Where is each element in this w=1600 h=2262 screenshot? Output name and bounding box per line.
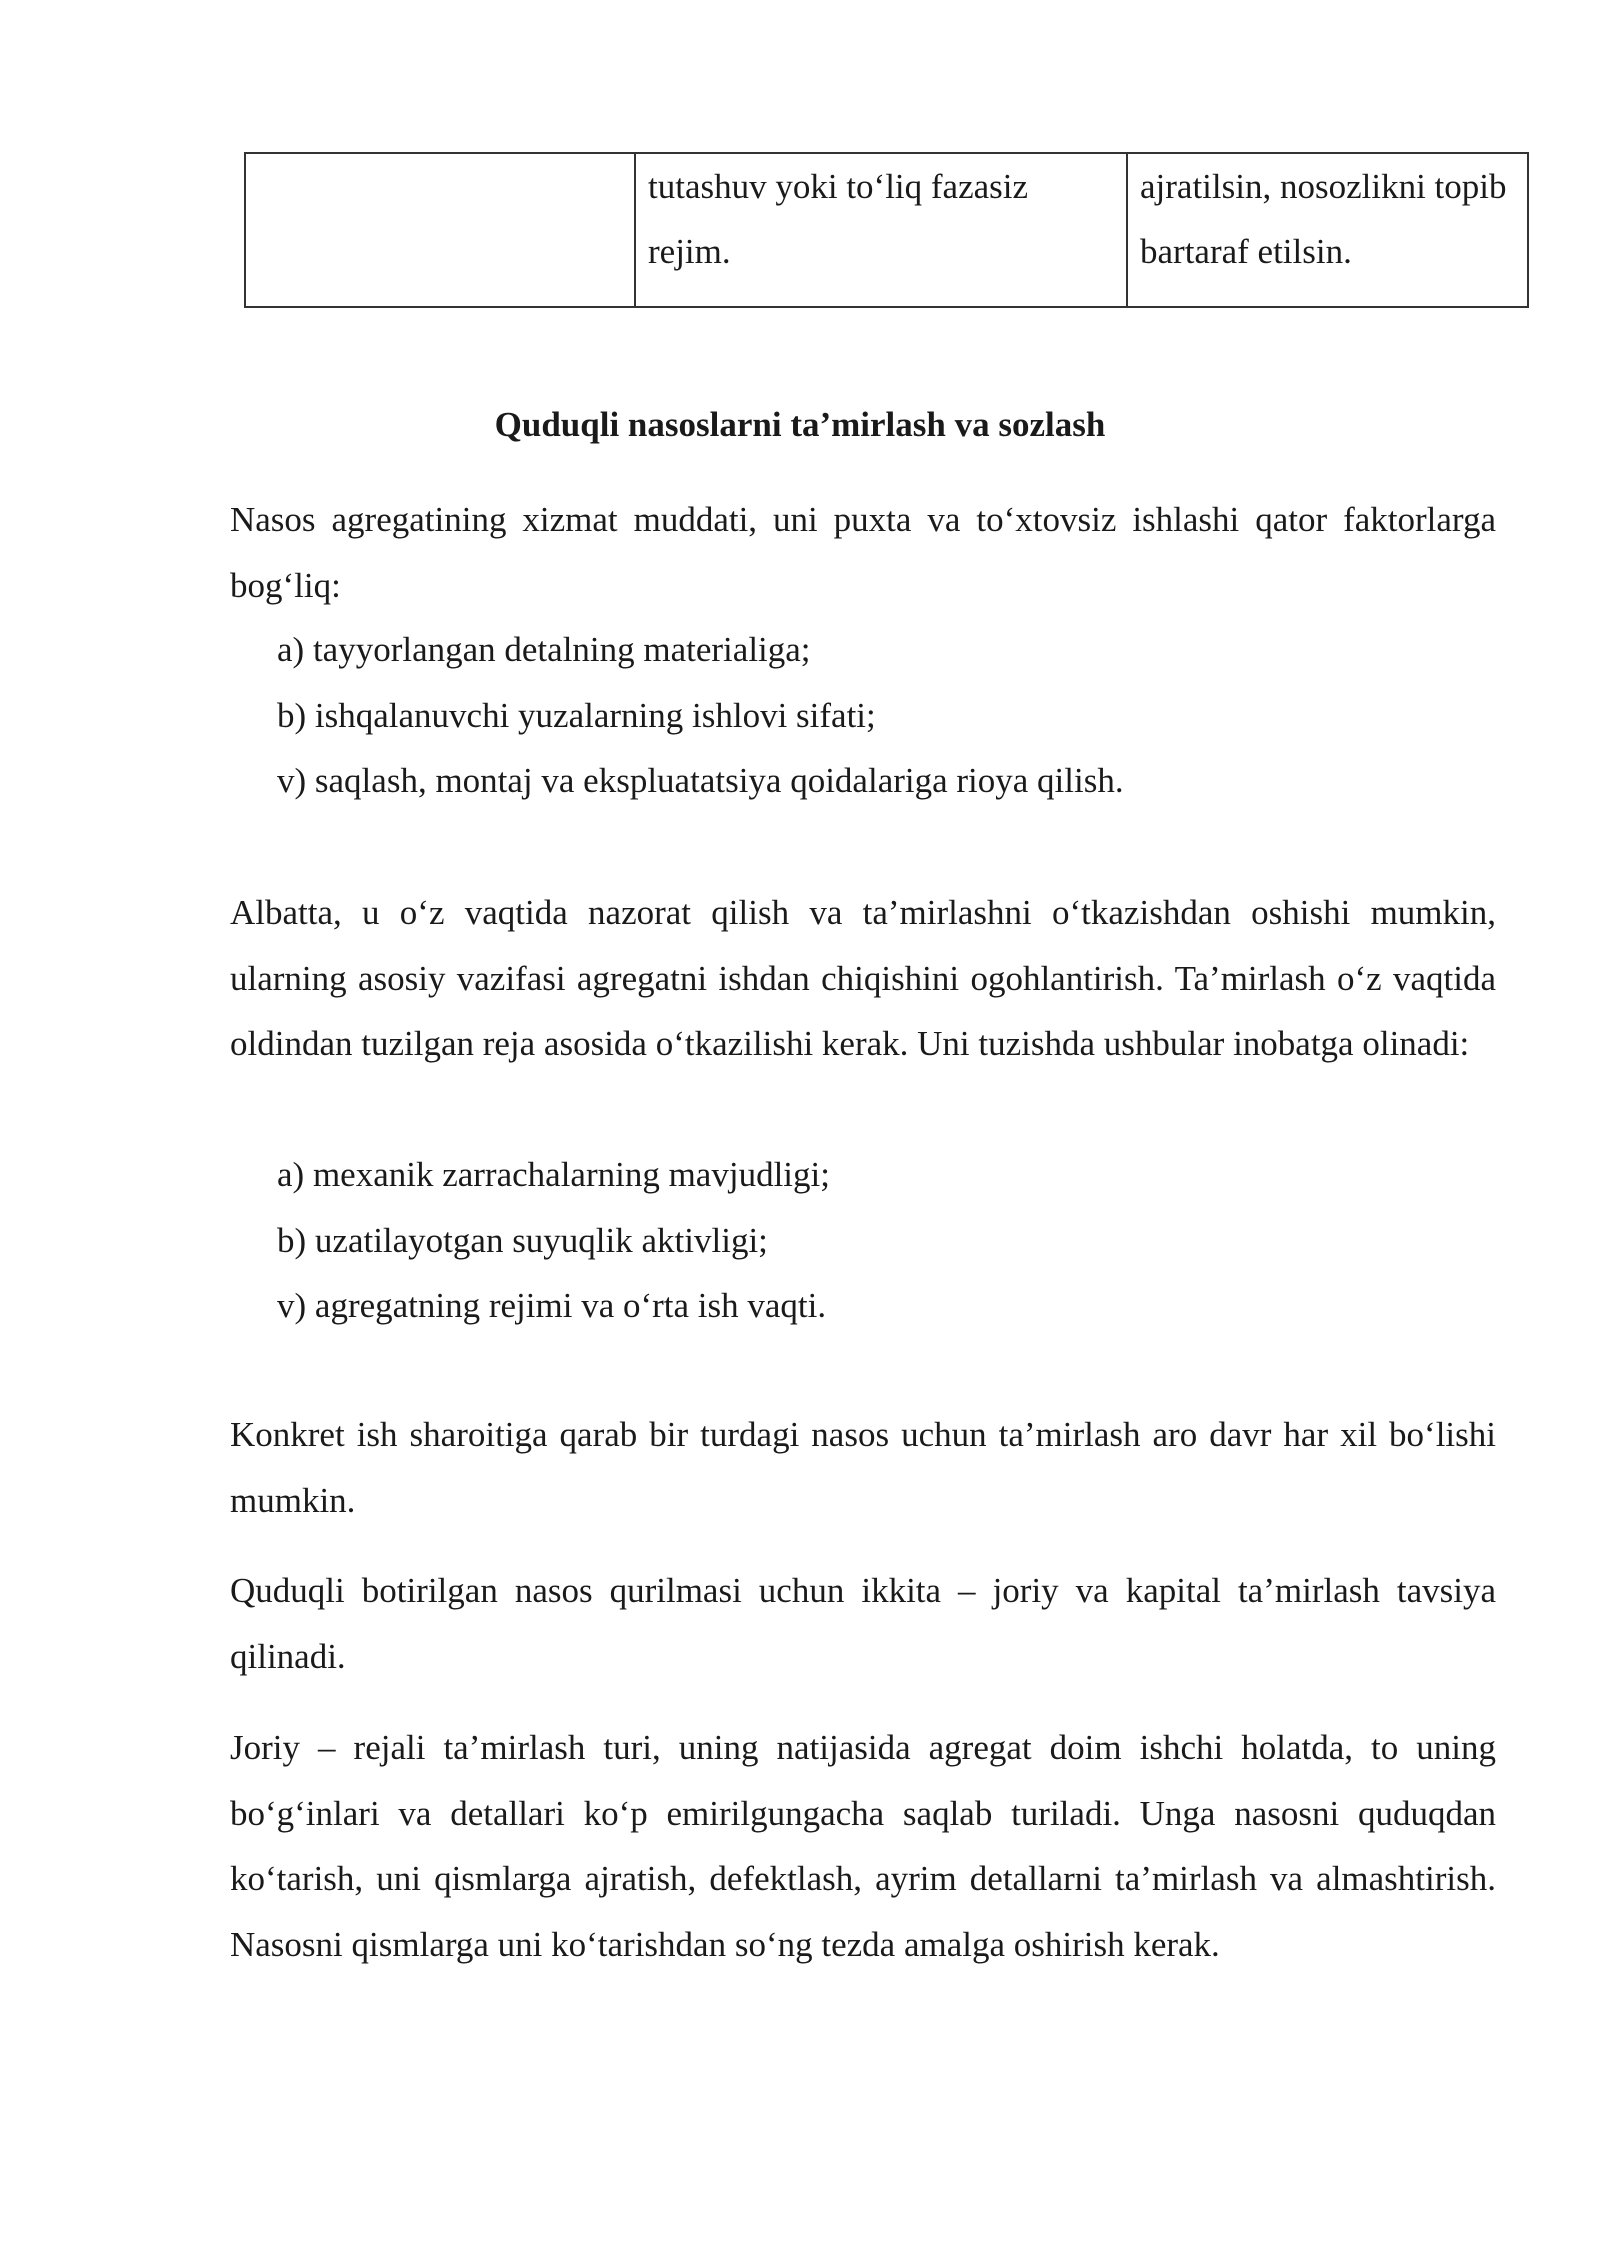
continuation-table bbox=[244, 152, 1529, 308]
paragraph-interval: Konkret ish sharoitiga qarab bir turdagi nasos uchun ta’mirlash aro davr har xil bo‘lishi mumkin. bbox=[230, 1415, 1496, 1520]
list-item: a) tayyorlangan detalning materialiga; bbox=[277, 630, 811, 669]
list-item: b) uzatilayotgan suyuqlik aktivligi; bbox=[277, 1220, 768, 1260]
paragraph-intro: Nasos agregatining xizmat muddati, uni puxta va to‘xtovsiz ishlashi qator faktorlarga bog‘liq: bbox=[230, 500, 1496, 605]
table-cell-action: ajratilsin, nosozlikni topib bartaraf etilsin. bbox=[1127, 153, 1528, 307]
section-title: Quduqli nasoslarni ta’mirlash va sozlash bbox=[494, 405, 1106, 444]
list-item: v) saqlash, montaj va ekspluatatsiya qoidalariga rioya qilish. bbox=[277, 761, 1124, 800]
table-row bbox=[245, 153, 1528, 307]
paragraph-repair-types: Quduqli botirilgan nasos qurilmasi uchun ikkita – joriy va kapital ta’mirlash tavsiya qilinadi. bbox=[230, 1571, 1496, 1676]
paragraph-current-repair: Joriy – rejali ta’mirlash turi, uning natijasida agregat doim ishchi holatda, to uning bo‘g‘inlari va detallari ko‘p emirilgungacha saqlab turiladi. Unga nasosni quduqdan ko‘tarish, uni qismlarga ajratish, defektlash, ayrim detallarni ta’mirlash va almashtirish. Nasosni qismlarga uni ko‘tarishdan so‘ng tezda amalga oshirish kerak. bbox=[230, 1728, 1496, 1964]
list-item: a) mexanik zarrachalarning mavjudligi; bbox=[277, 1155, 830, 1194]
table-cell-condition: tutashuv yoki to‘liq fazasiz rejim. bbox=[635, 153, 1127, 307]
list-item: v) agregatning rejimi va o‘rta ish vaqti. bbox=[277, 1286, 827, 1325]
considerations-list bbox=[277, 1142, 1477, 1339]
factors-list bbox=[277, 617, 1477, 814]
paragraph-maintenance: Albatta, u o‘z vaqtida nazorat qilish va ta’mirlashni o‘tkazishdan oshishi mumkin, ularning asosiy vazifasi agregatni ishdan chiqishini ogohlantirish. Ta’mirlash o‘z vaqtida oldindan tuzilgan reja asosida o‘tkazilishi kerak. Uni tuzishda ushbular inobatga olinadi: bbox=[230, 893, 1496, 1063]
list-item: b) ishqalanuvchi yuzalarning ishlovi sifati; bbox=[277, 695, 876, 735]
table-cell-empty bbox=[245, 153, 635, 307]
